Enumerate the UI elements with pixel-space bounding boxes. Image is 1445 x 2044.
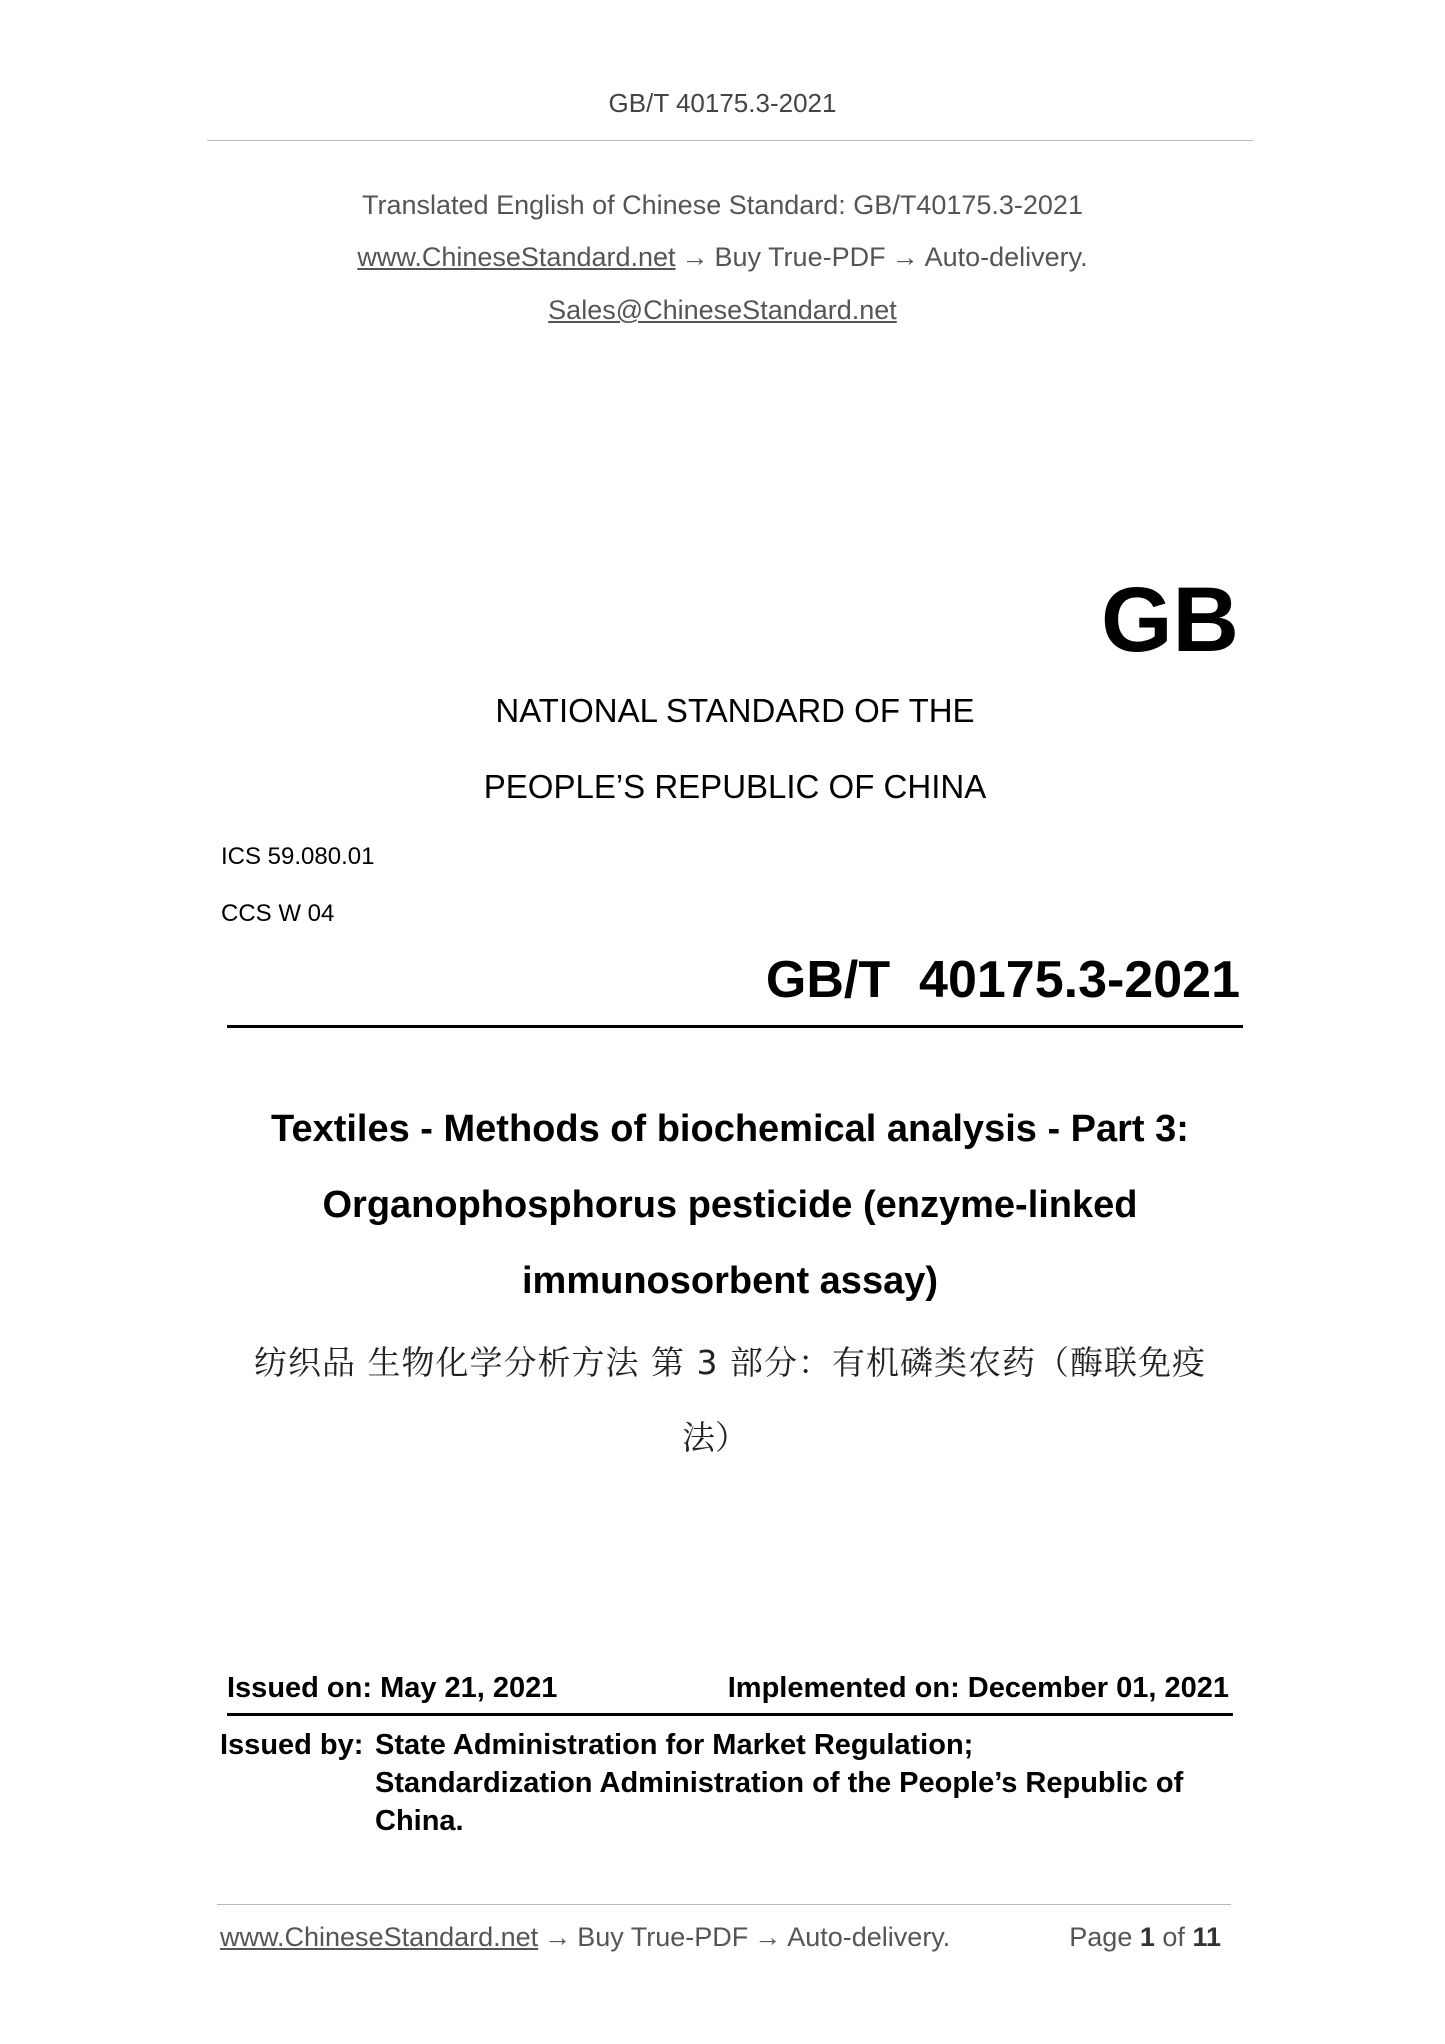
english-title-line2: Organophosphorus pesticide (enzyme-linked <box>322 1184 1138 1226</box>
page-number: 1 <box>1139 1922 1155 1952</box>
ccs-code: CCS W 04 <box>221 900 335 927</box>
footer-buy-text: Buy True-PDF <box>577 1922 749 1952</box>
ics-code: ICS 59.080.01 <box>221 843 375 870</box>
national-standard-line2: PEOPLE’S REPUBLIC OF CHINA <box>483 768 987 805</box>
arrow-icon: → <box>754 1922 782 1952</box>
gb-logo: GB <box>1101 569 1239 671</box>
page-total: 11 <box>1192 1922 1221 1952</box>
chinese-title-line2: 法） <box>682 1418 748 1457</box>
issuer-line1: State Administration for Market Regulation; <box>375 1729 974 1761</box>
issuer-line2: Standardization Administration of the People’s Republic of <box>375 1767 1184 1799</box>
english-title-line3: immunosorbent assay) <box>522 1260 938 1302</box>
issued-on-date: Issued on: May 21, 2021 <box>227 1672 558 1704</box>
chinese-title-line1: 纺织品 生物化学分析方法 第 3 部分：有机磷类农药（酶联免疫 <box>254 1343 1206 1382</box>
email-line <box>0 295 1445 326</box>
issuer-line3: China. <box>375 1805 464 1837</box>
sales-email-link[interactable]: Sales@ChineseStandard.net <box>548 295 897 325</box>
purchase-line <box>0 242 1445 273</box>
footer-delivery-text: Auto-delivery. <box>787 1922 951 1952</box>
arrow-icon: → <box>891 242 919 272</box>
buy-pdf-text: Buy True-PDF <box>714 242 886 272</box>
footer-site-link[interactable]: www.ChineseStandard.net <box>220 1922 539 1952</box>
national-standard-line1: NATIONAL STANDARD OF THE <box>495 692 975 729</box>
page-label: Page <box>1069 1922 1133 1952</box>
footer-divider <box>217 1904 1231 1905</box>
site-link[interactable]: www.ChineseStandard.net <box>357 242 676 272</box>
english-title-line1: Textiles - Methods of biochemical analysis - Part 3: <box>271 1108 1189 1150</box>
page-header: GB/T 40175.3-2021 <box>608 88 837 118</box>
footer-purchase-line <box>220 1922 950 1953</box>
of-label: of <box>1162 1922 1185 1952</box>
arrow-icon: → <box>544 1922 572 1952</box>
standard-number: GB/T 40175.3-2021 <box>765 951 1240 1009</box>
implemented-on-date: Implemented on: December 01, 2021 <box>727 1672 1229 1704</box>
page-indicator <box>1069 1922 1221 1953</box>
translation-notice: Translated English of Chinese Standard: GB/T40175.3-2021 <box>362 190 1083 220</box>
issued-by-label: Issued by: <box>220 1729 364 1761</box>
issue-date-rule <box>227 1713 1233 1716</box>
header-divider <box>207 140 1254 141</box>
standard-number-rule <box>227 1025 1243 1028</box>
arrow-icon: → <box>681 242 709 272</box>
auto-delivery-text: Auto-delivery. <box>924 242 1088 272</box>
